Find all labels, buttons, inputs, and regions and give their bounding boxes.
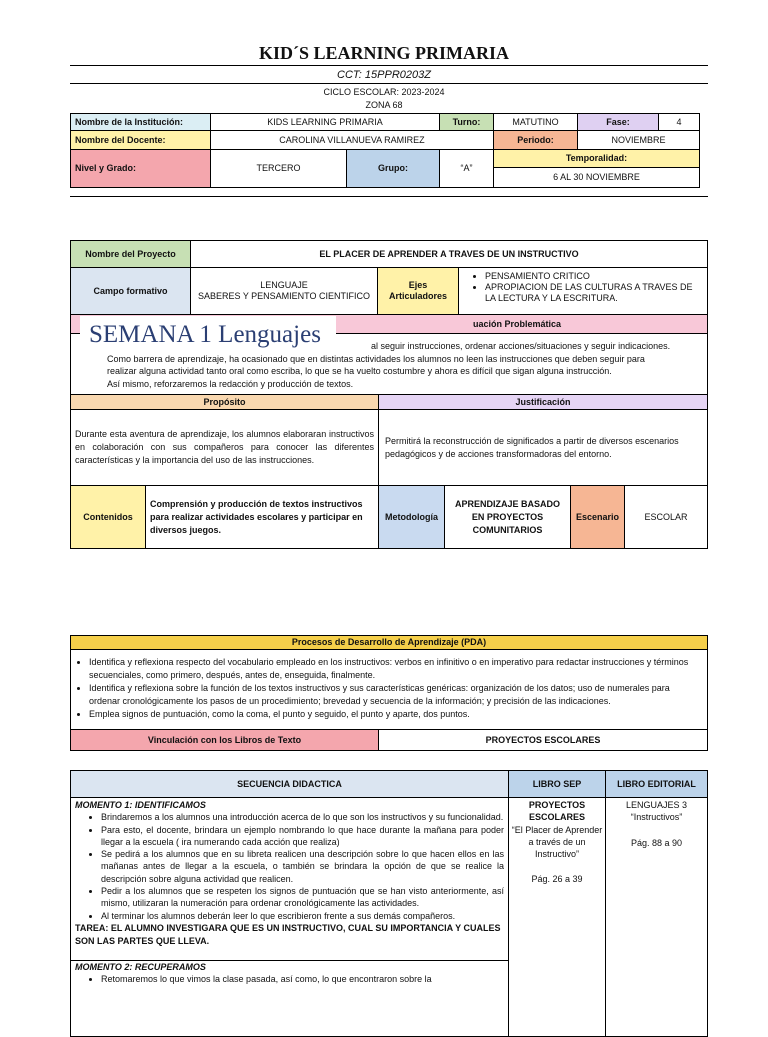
campo-value bbox=[190, 267, 378, 315]
secuencia-header: SECUENCIA DIDACTICA bbox=[70, 770, 509, 798]
info-rule bbox=[70, 196, 708, 197]
problematica-header: uación Problemática bbox=[70, 314, 708, 334]
temporalidad-value: 6 AL 30 NOVIEMBRE bbox=[493, 167, 700, 188]
turno-value: MATUTINO bbox=[493, 113, 578, 131]
momento1-title: MOMENTO 1: IDENTIFICAMOS bbox=[75, 800, 206, 810]
editorial-title: LENGUAJES 3 bbox=[625, 800, 688, 810]
proyecto-value: EL PLACER DE APRENDER A TRAVES DE UN INSTRUCTIVO bbox=[190, 240, 708, 268]
cct-code: CCT: 15PPR0203Z bbox=[337, 69, 431, 81]
pda-list bbox=[70, 649, 708, 730]
metodologia-label: Metodología bbox=[378, 485, 445, 549]
institucion-label: Nombre de la Institución: bbox=[70, 113, 211, 131]
sep-subtitle: “El Placer de Aprender a través de un Instructivo” bbox=[511, 824, 603, 860]
momento1-item: • Pedir a los alumnos que se respeten los signos de puntuación que se han visto anteriormente, así mismo, utilizaran la numeración para ordenar cronológicamente las actividades. bbox=[101, 885, 504, 910]
temporalidad-label: Temporalidad: bbox=[493, 149, 700, 168]
sep-pages: Pág. 26 a 39 bbox=[531, 874, 583, 885]
eje-item: • APROPIACION DE LAS CULTURAS A TRAVES DE LA LECTURA Y LA ESCRITURA. bbox=[485, 282, 703, 304]
problematica-line2: Como barrera de aprendizaje, ha ocasionado que en distintas actividades los alumnos no leen las instrucciones que deben seguir para bbox=[107, 353, 645, 364]
libro-sep-cell bbox=[508, 797, 606, 1037]
vinculacion-value: PROYECTOS ESCOLARES bbox=[378, 729, 708, 751]
sep-title: PROYECTOS ESCOLARES bbox=[528, 800, 586, 823]
ciclo-escolar: CICLO ESCOLAR: 2023-2024 bbox=[323, 87, 445, 97]
tarea-text: TAREA: EL ALUMNO INVESTIGARA QUE ES UN INSTRUCTIVO, CUAL SU IMPORTANCIA Y CUALES SON LAS PARTES QUE LLEVA. bbox=[75, 922, 501, 946]
escenario-value: ESCOLAR bbox=[624, 485, 708, 549]
title-rule bbox=[70, 65, 708, 66]
problematica-line1: al seguir instrucciones, ordenar acciones/situaciones y seguir indicaciones. bbox=[371, 341, 671, 351]
eje-item: • PENSAMIENTO CRITICO bbox=[485, 271, 703, 282]
semana-overlay: SEMANA 1 Lenguajes bbox=[80, 316, 336, 354]
cct-rule bbox=[70, 83, 708, 84]
secuencia-body bbox=[70, 797, 509, 1037]
editorial-pages: Pág. 88 a 90 bbox=[630, 837, 683, 848]
institucion-value: KIDS LEARNING PRIMARIA bbox=[210, 113, 440, 131]
proposito-text: Durante esta aventura de aprendizaje, los alumnos elaboraran instructivos en colaboración con sus compañeros para conocer las diferentes características y la importancia del uso de las instrucciones. bbox=[70, 409, 379, 486]
momento1-item: • Se pedirá a los alumnos que en su libreta realicen una descripción sobre lo que hacen ellos en las mañanas antes de llegar a la escuela, o también se brindara la opción de que se realice la descripción sobre alguna actividad que realicen. bbox=[101, 848, 504, 885]
nivel-label: Nivel y Grado: bbox=[70, 149, 211, 188]
periodo-label: Periodo: bbox=[493, 130, 578, 150]
grupo-value: “A” bbox=[439, 149, 494, 188]
escenario-label: Escenario bbox=[570, 485, 625, 549]
momento1-item: • Para esto, el docente, brindara un ejemplo nombrando lo que hace durante la mañana para poder llegar a la escuela ( ira numerando cada acción que realiza) bbox=[101, 824, 504, 849]
editorial-subtitle: “Instructivos” bbox=[630, 812, 683, 823]
document-title: KID´S LEARNING PRIMARIA bbox=[258, 42, 509, 63]
momento2-title: MOMENTO 2: RECUPERAMOS bbox=[75, 961, 206, 972]
grupo-label: Grupo: bbox=[346, 149, 440, 188]
contenidos-label: Contenidos bbox=[70, 485, 146, 549]
pda-item: • Identifica y reflexiona respecto del vocabulario empleado en los instructivos: verbos en infinitivo o en imperativo para redactar instrucciones y términos secuenciales, como primero, después, antes de, enseguida, finalmente. bbox=[89, 656, 701, 682]
pda-item: • Identifica y reflexiona sobre la función de los textos instructivos y sus características genéricas: organización de los datos; uso de numerales para ordenar cronológicamente los pasos de un procedimiento; brevedad y secuencia de la información; y precisión de las indicaciones. bbox=[89, 682, 701, 708]
vinculacion-label: Vinculación con los Libros de Texto bbox=[70, 729, 379, 751]
momento1-item: • Brindaremos a los alumnos una introducción acerca de lo que son los instructivos y su funcionalidad. bbox=[101, 811, 504, 823]
libro-sep-header: LIBRO SEP bbox=[508, 770, 606, 798]
contenidos-text: Comprensión y producción de textos instructivos para realizar actividades escolares y participar en diversos juegos. bbox=[145, 485, 379, 549]
ejes-label: Ejes Articuladores bbox=[377, 267, 459, 315]
docente-label: Nombre del Docente: bbox=[70, 130, 211, 150]
docente-value: CAROLINA VILLANUEVA RAMIREZ bbox=[210, 130, 494, 150]
proyecto-label: Nombre del Proyecto bbox=[70, 240, 191, 268]
problematica-line3: realizar alguna actividad tanto oral como escriba, lo que se ha vuelto costumbre y ahora es difícil que sigan alguna instrucción. bbox=[107, 366, 612, 376]
libro-editorial-header: LIBRO EDITORIAL bbox=[605, 770, 708, 798]
campo-label: Campo formativo bbox=[70, 267, 191, 315]
momento1-item: • Al terminar los alumnos deberán leer lo que escribieron frente a sus demás compañeros. bbox=[101, 910, 504, 922]
ejes-list bbox=[458, 267, 708, 315]
turno-label: Turno: bbox=[439, 113, 494, 131]
campo-line2: SABERES Y PENSAMIENTO CIENTIFICO bbox=[197, 291, 371, 301]
fase-label: Fase: bbox=[577, 113, 659, 131]
momento2-item: • Retomaremos lo que vimos la clase pasada, así como, lo que encontraron sobre la bbox=[101, 973, 504, 985]
pda-item: • Emplea signos de puntuación, como la coma, el punto y seguido, el punto y aparte, dos puntos. bbox=[89, 708, 701, 721]
campo-line1: LENGUAJE bbox=[260, 280, 308, 290]
justificacion-text: Permitirá la reconstrucción de significados a partir de diversos escenarios pedagógicos y de acciones transformadoras del entorno. bbox=[378, 409, 708, 486]
justificacion-header: Justificación bbox=[378, 394, 708, 410]
nivel-value: TERCERO bbox=[210, 149, 347, 188]
libro-editorial-cell bbox=[605, 797, 708, 1037]
metodologia-value: APRENDIZAJE BASADO EN PROYECTOS COMUNITARIOS bbox=[444, 485, 571, 549]
periodo-value: NOVIEMBRE bbox=[577, 130, 700, 150]
proposito-header: Propósito bbox=[70, 394, 379, 410]
fase-value: 4 bbox=[658, 113, 700, 131]
pda-header: Procesos de Desarrollo de Aprendizaje (PDA) bbox=[70, 635, 708, 650]
zona: ZONA 68 bbox=[365, 100, 403, 110]
problematica-line4: Así mismo, reforzaremos la redacción y producción de textos. bbox=[107, 378, 354, 389]
